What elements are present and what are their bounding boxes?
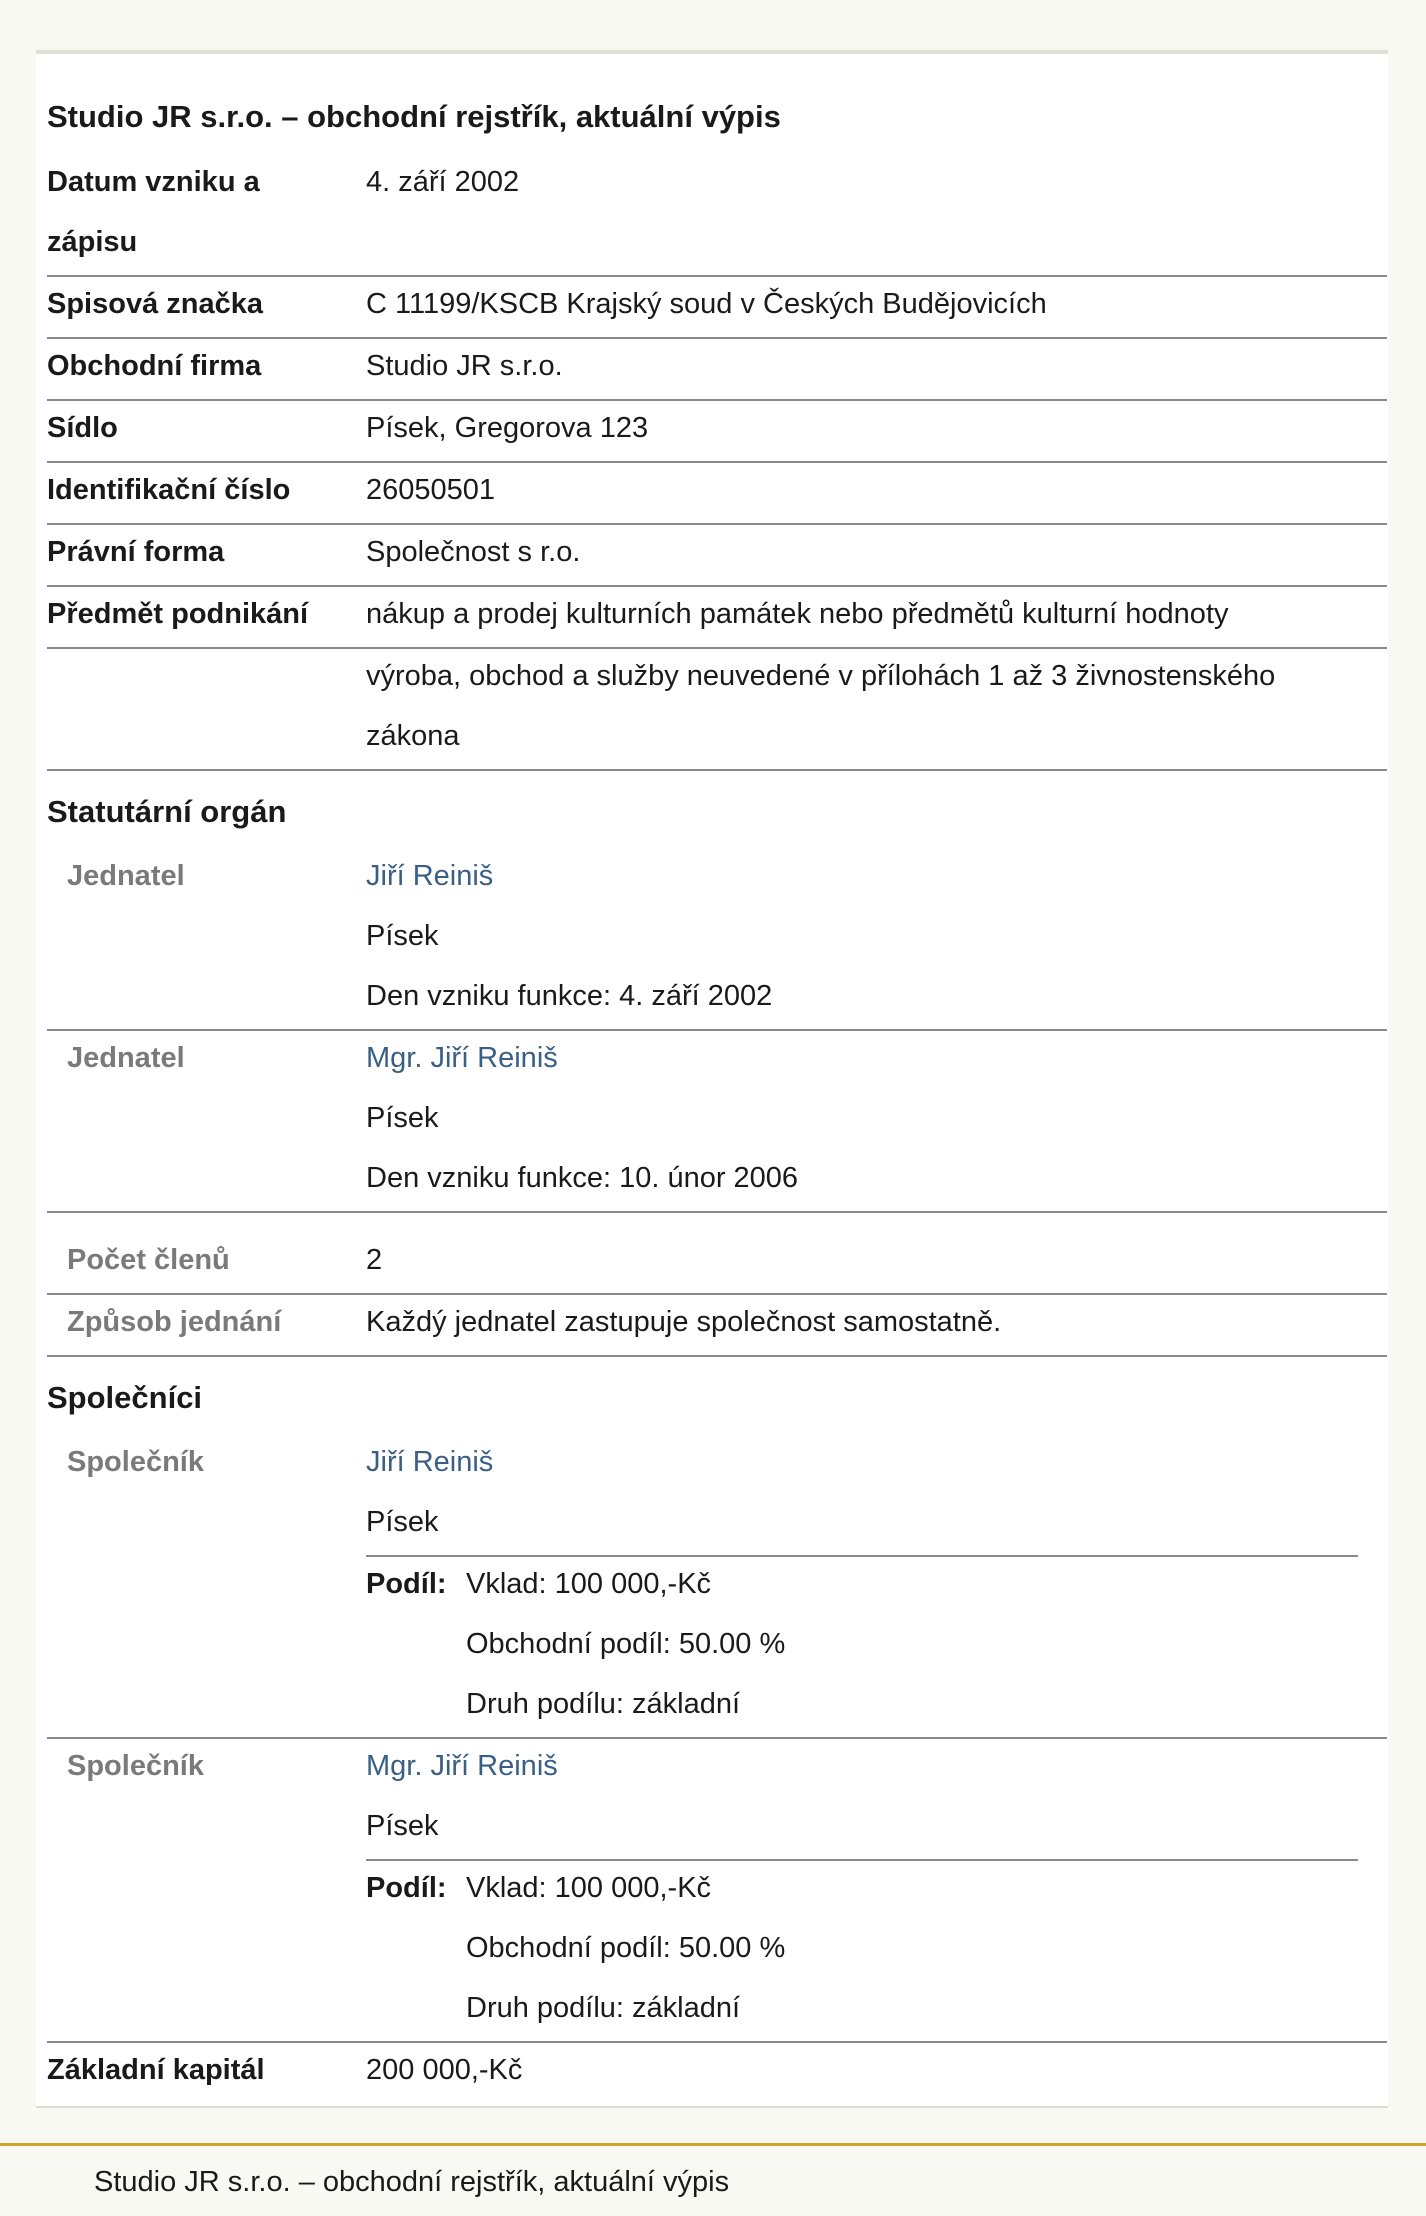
pravni-label: Právní forma [47, 536, 225, 568]
firma-value: Studio JR s.r.o. [366, 350, 563, 382]
member-name-link[interactable]: Mgr. Jiří Reiniš [366, 1042, 558, 1074]
member-role: Jednatel [67, 860, 185, 892]
share-divider [366, 1555, 1358, 1557]
partner-name-link[interactable]: Jiří Reiniš [366, 1446, 494, 1478]
zpusob-label: Způsob jednání [67, 1306, 282, 1338]
podil-label: Podíl: [366, 1568, 447, 1600]
row-divider [47, 1029, 1387, 1031]
pocet-value: 2 [366, 1244, 383, 1276]
statutarni-heading: Statutární orgán [47, 794, 287, 829]
row-divider [47, 523, 1387, 525]
partner-city: Písek [366, 1506, 439, 1538]
row-divider [47, 1737, 1387, 1739]
kapital-value: 200 000,-Kč [366, 2054, 523, 2086]
member-city: Písek [366, 1102, 439, 1134]
predmet-item-2-line2: zákona [366, 720, 460, 752]
partner-name-link[interactable]: Mgr. Jiří Reiniš [366, 1750, 558, 1782]
kapital-label: Základní kapitál [47, 2054, 265, 2086]
firma-label: Obchodní firma [47, 350, 262, 382]
pocet-label: Počet členů [67, 1244, 230, 1276]
predmet-item-2-line1: výroba, obchod a služby neuvedené v přílohách 1 až 3 živnostenského [366, 660, 1276, 692]
row-divider [47, 1211, 1387, 1213]
datum-value: 4. září 2002 [366, 166, 520, 198]
podil-vklad: Vklad: 100 000,-Kč [466, 1872, 712, 1904]
row-divider [47, 769, 1387, 771]
datum-label-line2: zápisu [47, 226, 138, 258]
member-role: Jednatel [67, 1042, 185, 1074]
register-extract [36, 50, 1388, 2108]
member-since: Den vzniku funkce: 10. únor 2006 [366, 1162, 799, 1194]
spisova-label: Spisová značka [47, 288, 263, 320]
row-divider [47, 585, 1387, 587]
share-divider [366, 1859, 1358, 1861]
member-name-link[interactable]: Jiří Reiniš [366, 860, 494, 892]
row-divider [47, 1293, 1387, 1295]
spisova-value: C 11199/KSCB Krajský soud v Českých Budějovicích [366, 288, 1047, 320]
ico-label: Identifikační číslo [47, 474, 291, 506]
ico-value: 26050501 [366, 474, 496, 506]
podil-druh: Druh podílu: základní [466, 1688, 741, 1720]
predmet-label: Předmět podnikání [47, 598, 309, 630]
row-divider [47, 337, 1387, 339]
member-city: Písek [366, 920, 439, 952]
page-title: Studio JR s.r.o. – obchodní rejstřík, aktuální výpis [47, 99, 781, 134]
pravni-value: Společnost s r.o. [366, 536, 581, 568]
row-divider [47, 647, 1387, 649]
row-divider [47, 1355, 1387, 1357]
podil-label: Podíl: [366, 1872, 447, 1904]
spolecnici-heading: Společníci [47, 1380, 203, 1415]
sidlo-label: Sídlo [47, 412, 118, 444]
podil-obchodni: Obchodní podíl: 50.00 % [466, 1932, 786, 1964]
footer-caption: Studio JR s.r.o. – obchodní rejstřík, aktuální výpis [94, 2166, 730, 2198]
row-divider [47, 461, 1387, 463]
row-divider [47, 275, 1387, 277]
row-divider [47, 399, 1387, 401]
partner-city: Písek [366, 1810, 439, 1842]
predmet-item-1: nákup a prodej kulturních památek nebo předmětů kulturní hodnoty [366, 598, 1229, 630]
datum-label-line1: Datum vzniku a [47, 166, 260, 198]
partner-role: Společník [67, 1446, 204, 1478]
podil-obchodni: Obchodní podíl: 50.00 % [466, 1628, 786, 1660]
row-divider [47, 2041, 1387, 2043]
zpusob-value: Každý jednatel zastupuje společnost samostatně. [366, 1306, 1002, 1338]
member-since: Den vzniku funkce: 4. září 2002 [366, 980, 773, 1012]
podil-druh: Druh podílu: základní [466, 1992, 741, 2024]
podil-vklad: Vklad: 100 000,-Kč [466, 1568, 712, 1600]
partner-role: Společník [67, 1750, 204, 1782]
sidlo-value: Písek, Gregorova 123 [366, 412, 649, 444]
footer-divider [0, 2143, 1426, 2146]
